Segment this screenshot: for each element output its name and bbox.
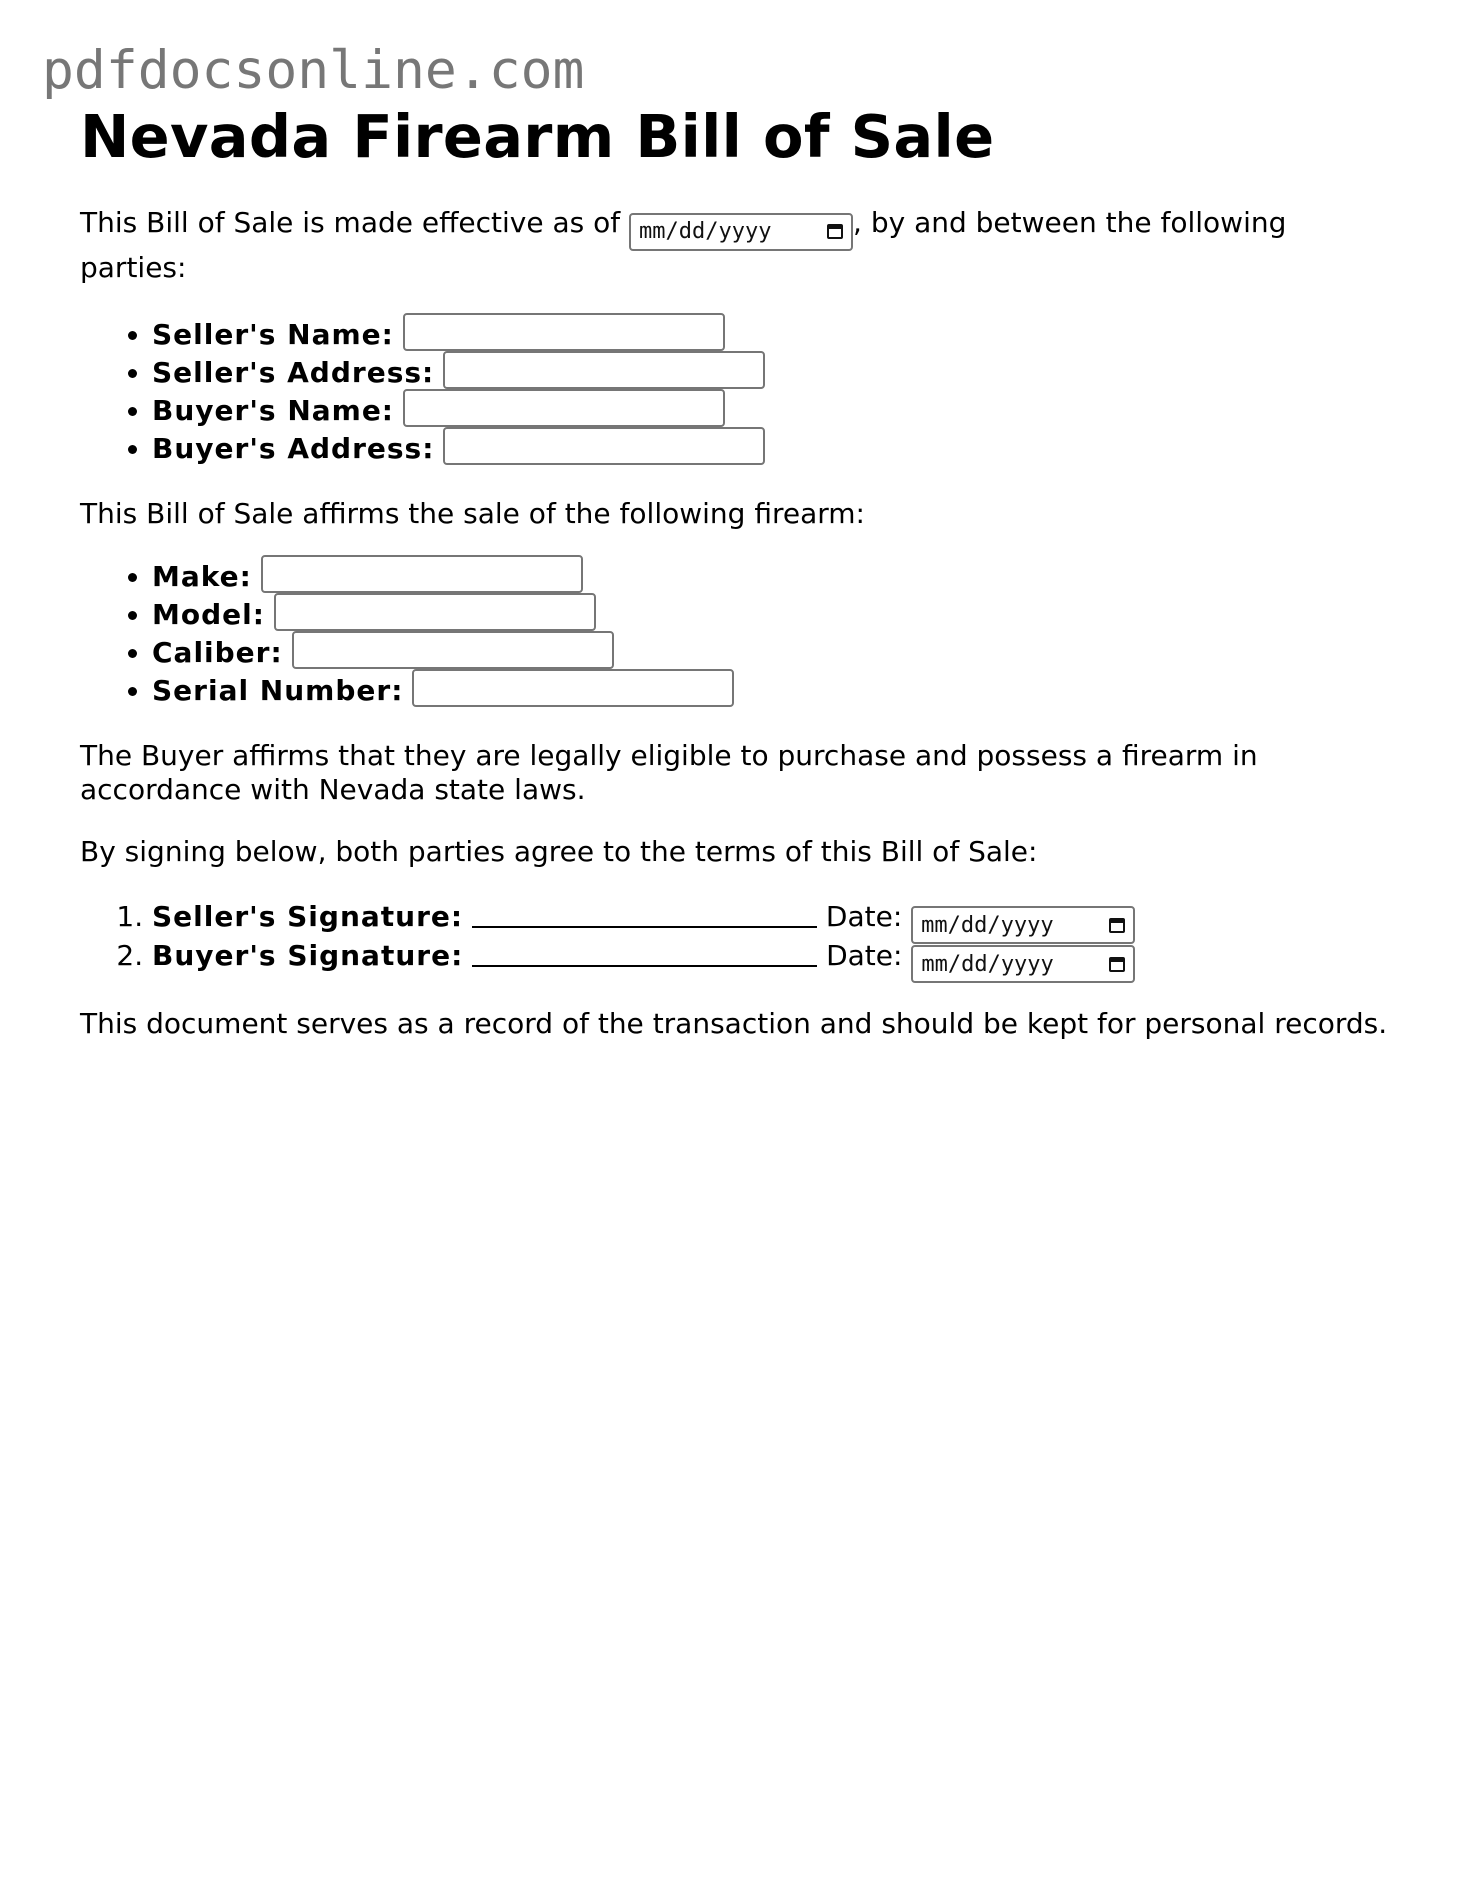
- buyer-name-input[interactable]: [403, 389, 725, 427]
- calendar-icon[interactable]: [1109, 957, 1125, 972]
- model-input[interactable]: [274, 593, 596, 631]
- firearm-intro: This Bill of Sale affirms the sale of the following firearm:: [80, 496, 865, 530]
- make-label: Make:: [152, 559, 252, 593]
- list-item: [152, 593, 1390, 631]
- serial-number-label: Serial Number:: [152, 673, 404, 707]
- buyer-signature-line[interactable]: [472, 939, 817, 967]
- list-item: [152, 555, 1390, 593]
- intro-paragraph: [80, 206, 1390, 285]
- seller-name-input[interactable]: [403, 313, 725, 351]
- list-item: [152, 936, 1390, 975]
- serial-number-input[interactable]: [412, 669, 734, 707]
- seller-address-input[interactable]: [443, 351, 765, 389]
- seller-date-placeholder: mm/dd/yyyy: [921, 912, 1054, 938]
- list-item: [152, 427, 1390, 465]
- calendar-icon[interactable]: [1109, 918, 1125, 933]
- buyer-date-input[interactable]: [911, 945, 1135, 983]
- seller-date-label: Date:: [825, 899, 903, 933]
- list-item: [152, 389, 1390, 427]
- list-item: [152, 351, 1390, 389]
- buyer-signature-label: Buyer's Signature:: [152, 938, 464, 972]
- buyer-address-input[interactable]: [443, 427, 765, 465]
- list-item: [152, 669, 1390, 707]
- closing-paragraph: This document serves as a record of the transaction and should be kept for personal records.: [80, 1006, 1388, 1040]
- calendar-icon[interactable]: [827, 224, 843, 239]
- effective-date-input[interactable]: [629, 213, 853, 251]
- parties-list: [80, 313, 1390, 465]
- signing-intro: By signing below, both parties agree to the terms of this Bill of Sale:: [80, 834, 1038, 868]
- seller-address-label: Seller's Address:: [152, 355, 435, 389]
- list-item: [152, 313, 1390, 351]
- intro-text-before: This Bill of Sale is made effective as of: [80, 205, 621, 239]
- seller-name-label: Seller's Name:: [152, 317, 394, 351]
- list-item: [152, 897, 1390, 936]
- buyer-address-label: Buyer's Address:: [152, 431, 435, 465]
- seller-signature-label: Seller's Signature:: [152, 899, 464, 933]
- seller-signature-line[interactable]: [472, 900, 817, 928]
- page-title: Nevada Firearm Bill of Sale: [80, 102, 995, 171]
- buyer-date-placeholder: mm/dd/yyyy: [921, 951, 1054, 977]
- caliber-label: Caliber:: [152, 635, 283, 669]
- eligibility-paragraph: The Buyer affirms that they are legally eligible to purchase and possess a firearm in accordance with Nevada state laws.: [80, 738, 1258, 806]
- firearm-list: [80, 555, 1390, 707]
- buyer-name-label: Buyer's Name:: [152, 393, 395, 427]
- make-input[interactable]: [261, 555, 583, 593]
- list-item: [152, 631, 1390, 669]
- effective-date-placeholder: mm/dd/yyyy: [639, 218, 772, 244]
- watermark: pdfdocsonline.com: [42, 40, 585, 101]
- intro-text-after: , by and between the following parties:: [80, 205, 1287, 284]
- document: [80, 100, 1390, 1041]
- buyer-date-label: Date:: [826, 938, 903, 972]
- model-label: Model:: [152, 597, 265, 631]
- signature-list: [80, 897, 1390, 975]
- caliber-input[interactable]: [292, 631, 614, 669]
